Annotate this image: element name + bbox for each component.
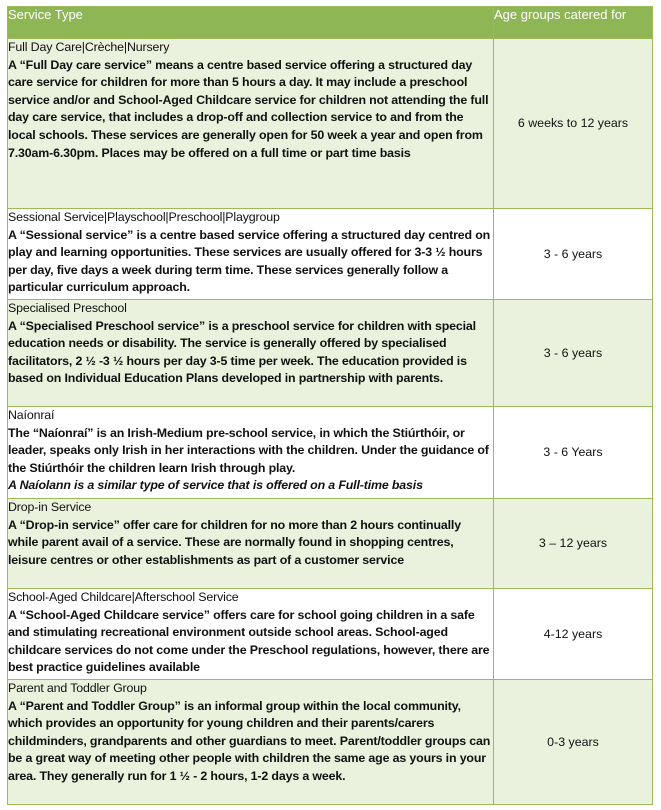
service-note: A Naíolann is a similar type of service that is offered on a Full-time basis	[8, 478, 423, 493]
service-description-cell	[8, 209, 494, 300]
service-description: A “Specialised Preschool service” is a preschool service for children with special education needs or disability. The service is generally offered by specialised facilitators, 2 ½ -3 ½ hours per day 3-5 time per week. The education provided is based on Individual Education Plans developed in partnership with parents.	[8, 318, 476, 386]
header-age-groups: Age groups catered for	[494, 7, 653, 39]
service-title: Drop-in Service	[8, 500, 92, 514]
service-description-cell	[8, 300, 494, 407]
header-service-type: Service Type	[8, 7, 494, 39]
age-group-cell: 0-3 years	[494, 680, 653, 805]
service-description-cell	[8, 39, 494, 209]
service-description: A “Full Day care service” means a centre based service offering a structured day care service for children for more than 5 hours a day. It may include a preschool service and/or and School-Aged Childcare service for children not attending the full day care service, that includes a drop-off and collection service to and from the local schools. These services are generally open for 50 week a year and open from 7.30am-6.30pm. Places may be offered on a full time or part time basis	[8, 57, 489, 160]
childcare-services-table	[7, 6, 653, 805]
service-description-cell	[8, 499, 494, 589]
service-description: A “School-Aged Childcare service” offers care for school going children in a safe and stimulating recreational environment outside school areas. School-aged childcare services do not come under the Preschool regulations, however, there are best practice guidelines available	[8, 607, 490, 675]
service-title: Naíonraí	[8, 408, 55, 422]
table-row	[8, 589, 653, 680]
service-title: School-Aged Childcare|Afterschool Service	[8, 590, 239, 604]
age-group-cell: 3 - 6 years	[494, 209, 653, 300]
header-row	[8, 7, 653, 39]
age-group-cell: 3 - 6 years	[494, 300, 653, 407]
service-description: A “Sessional service” is a centre based service offering a structured day centred on play and learning opportunities. These services are usually offered for 3-3 ½ hours per day, five days a week during term time. These services generally follow a particular curriculum approach.	[8, 227, 491, 295]
age-group-cell: 4-12 years	[494, 589, 653, 680]
age-group-cell: 6 weeks to 12 years	[494, 39, 653, 209]
service-description: A “Parent and Toddler Group” is an informal group within the local community, which provides an opportunity for young children and their parents/carers childminders, grandparents and other guardians to meet. Parent/toddler groups can be a great way of meeting other people with children the same age as yours in your area. They generally run for 1 ½ - 2 hours, 1-2 days a week.	[8, 698, 491, 783]
service-description: A “Drop-in service” offer care for children for no more than 2 hours continually while parent avail of a service. These are normally found in shopping centres, leisure centres or other establishments as part of a customer service	[8, 517, 461, 567]
service-title: Parent and Toddler Group	[8, 681, 147, 695]
age-group-cell: 3 - 6 Years	[494, 407, 653, 499]
service-description-cell	[8, 589, 494, 680]
table-row	[8, 407, 653, 499]
service-description-cell	[8, 407, 494, 499]
table-row	[8, 680, 653, 805]
age-group-cell: 3 – 12 years	[494, 499, 653, 589]
table-row	[8, 39, 653, 209]
service-title: Full Day Care|Crèche|Nursery	[8, 40, 170, 54]
table-row	[8, 209, 653, 300]
table-row	[8, 300, 653, 407]
table-row	[8, 499, 653, 589]
service-description-cell	[8, 680, 494, 805]
service-description: The “Naíonraí” is an Irish-Medium pre-school service, in which the Stiúrthóir, or leader, speaks only Irish in her interactions with the children. Under the guidance of the Stiúrthóir the children learn Irish through play.	[8, 425, 489, 475]
service-title: Specialised Preschool	[8, 301, 127, 315]
service-title: Sessional Service|Playschool|Preschool|Playgroup	[8, 210, 280, 224]
